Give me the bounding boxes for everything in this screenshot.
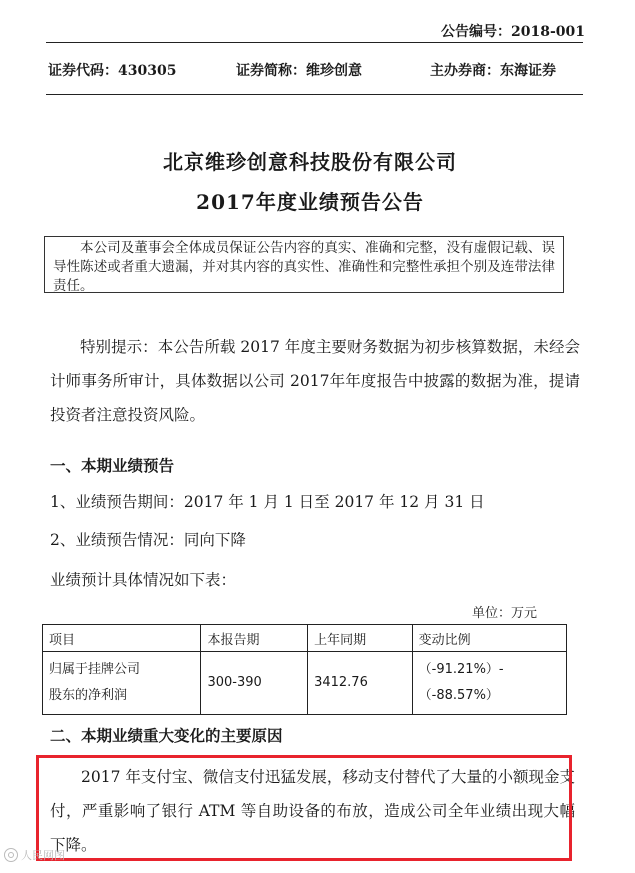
section2-heading: 二、本期业绩重大变化的主要原因: [50, 726, 283, 745]
watermark: [4, 847, 65, 863]
forecast-table: [42, 624, 567, 715]
document-title: 2017年度业绩预告公告: [196, 190, 424, 214]
cell-change-line2: （-88.57%）: [418, 688, 499, 703]
cell-current: 300-390: [201, 652, 308, 715]
table-row: [43, 652, 567, 715]
weibo-icon: [4, 848, 18, 862]
watermark-text: 人民网图: [21, 849, 65, 862]
company-title: 北京维珍创意科技股份有限公司: [163, 150, 457, 174]
table-header-row: [43, 625, 567, 652]
announcement-number: 公告编号：2018-001: [441, 24, 585, 40]
table-intro: 业绩预计具体情况如下表：: [50, 571, 237, 589]
cell-change: [412, 652, 566, 715]
forecast-situation: 2、业绩预告情况：同向下降: [50, 531, 246, 549]
cell-item-line1: 归属于挂牌公司: [49, 662, 141, 677]
cell-change-line1: （-91.21%）-: [418, 662, 504, 677]
header-previous: 上年同期: [308, 625, 413, 652]
section1-heading: 一、本期业绩预告: [50, 456, 175, 475]
reason-paragraph: 2017 年支付宝、微信支付迅猛发展，移动支付替代了大量的小额现金支付，严重影响了银行 ATM 等自助设备的布放，造成公司全年业绩出现大幅下降。: [50, 768, 575, 854]
stock-name: 证券简称：维珍创意: [236, 63, 362, 79]
header-change: 变动比例: [412, 625, 566, 652]
cell-item-line2: 股东的净利润: [49, 688, 128, 703]
header-current: 本报告期: [201, 625, 308, 652]
cell-previous: 3412.76: [308, 652, 413, 715]
forecast-period: 1、业绩预告期间：2017 年 1 月 1 日至 2017 年 12 月 31 日: [50, 493, 485, 511]
disclaimer-box: 本公司及董事会全体成员保证公告内容的真实、准确和完整，没有虚假记载、误导性陈述或者重大遗漏，并对其内容的真实性、准确性和完整性承担个别及连带法律责任。: [44, 236, 564, 293]
special-note: 特别提示：本公告所载 2017 年度主要财务数据为初步核算数据，未经会计师事务所审计，具体数据以公司 2017年年度报告中披露的数据为准，提请投资者注意投资风险。: [50, 338, 580, 424]
header-item: 项目: [43, 625, 201, 652]
unit-label: 单位：万元: [471, 606, 537, 621]
stock-code: 证券代码：430305: [48, 63, 177, 79]
cell-item: [43, 652, 201, 715]
broker: 主办券商：东海证券: [430, 63, 556, 79]
header-rule-top: [46, 42, 583, 43]
red-highlight-box: [36, 755, 572, 861]
header-rule-bottom: [46, 94, 583, 95]
